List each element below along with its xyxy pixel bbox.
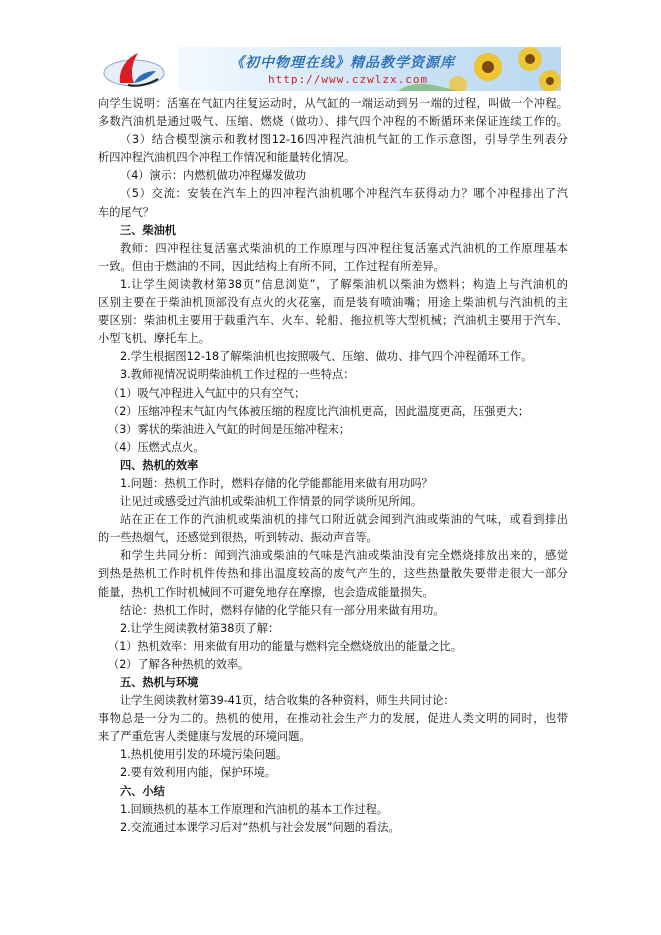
paragraph-line: 教师：四冲程往复活塞式柴油机的工作原理与四冲程往复活塞式汽油机的工作原理基本 xyxy=(120,241,568,255)
paragraph-line: 车的尾气？ xyxy=(98,205,154,219)
paragraph-line: 2.让学生阅读教材第38页了解： xyxy=(120,621,280,635)
paragraph-line: 1.热机使用引发的环境污染问题。 xyxy=(120,748,288,762)
paragraph-line: 让见过或感受过汽油机或柴油机工作情景的同学谈所见所闻。 xyxy=(120,495,423,509)
header-banner xyxy=(98,47,561,91)
list-item: （3）雾状的柴油进入气缸的时间是压缩冲程末； xyxy=(108,422,351,436)
paragraph-line: 让学生阅读教材第39-41页，结合收集的各种资料，师生共同讨论： xyxy=(120,694,455,708)
paragraph-line: 站在正在工作的汽油机或柴油机的排气口附近就会闻到汽油或柴油的气味，或看到排出 xyxy=(120,513,568,527)
paragraph-line: 的一些热烟气，还感觉到很热，听到转动、振动声音等。 xyxy=(98,531,378,545)
paragraph-line: 2.交流通过本课学习后对“热机与社会发展”问题的看法。 xyxy=(120,820,400,834)
paragraph-line: 析四冲程汽油机四个冲程工作情况和能量转化情况。 xyxy=(98,151,356,165)
paragraph-line: 来了严重危害人类健康与发展的环境问题。 xyxy=(98,730,311,744)
paragraph-line: 2.要有效利用内能，保护环境。 xyxy=(120,766,277,780)
paragraph-line: 一致。但由于燃油的不同，因此结构上有所不同，工作过程有所差异。 xyxy=(98,259,445,273)
list-item: （1）热机效率：用来做有用功的能量与燃料完全燃烧放出的能量之比。 xyxy=(108,639,462,653)
paragraph-line: 1.问题：热机工作时，燃料存储的化学能都能用来做有用功吗？ xyxy=(120,476,433,490)
list-item: （2）了解各种热机的效率。 xyxy=(108,657,250,671)
paragraph-line: 3.教师视情况说明柴油机工作过程的一些特点： xyxy=(120,368,355,382)
paragraph-line: 结论：热机工作时，燃料存储的化学能只有一部分用来做有用功。 xyxy=(120,603,445,617)
document-body xyxy=(98,95,568,837)
paragraph-line: 要区别：柴油机主要用于载重汽车、火车、轮船、拖拉机等大型机械；汽油机主要用于汽车、 xyxy=(98,314,568,328)
paragraph-line: 1.让学生阅读教材第38页“信息浏览”，了解柴油机以柴油为燃料；构造上与汽油机的 xyxy=(120,277,568,291)
paragraph-line: 和学生共同分析：闻到汽油或柴油的气味是汽油或柴油没有完全燃烧排放出来的，感觉 xyxy=(120,549,568,563)
banner-url[interactable]: http://www.czwlzx.com xyxy=(268,73,429,86)
section-heading-environment: 五、热机与环境 xyxy=(120,676,199,689)
paragraph-line: （3）结合模型演示和教材图12-16四冲程汽油机气缸的工作示意图，引导学生列表分 xyxy=(120,133,568,147)
paragraph-line: 到热是热机工作时机件传热和排出温度较高的废气产生的，这些热量散失要带走很大一部分 xyxy=(98,567,568,581)
list-item: （1）吸气冲程进入气缸中的只有空气； xyxy=(108,386,306,400)
list-item: （4）压燃式点火。 xyxy=(108,440,205,454)
section-heading-efficiency: 四、热机的效率 xyxy=(120,458,199,472)
banner-title: 《初中物理在线》精品教学资源库 xyxy=(230,55,455,71)
paragraph-line: 向学生说明：活塞在气缸内往复运动时，从气缸的一端运动到另一端的过程，叫做一个冲程。 xyxy=(98,97,568,110)
section-heading-diesel: 三、柴油机 xyxy=(120,223,176,237)
paragraph-line: 事物总是一分为二的。热机的使用，在推动社会生产力的发展，促进人类文明的同时，也带 xyxy=(98,712,568,726)
paragraph-line: 2.学生根据图12-18了解柴油机也按照吸气、压缩、做功、排气四个冲程循环工作。 xyxy=(120,350,533,364)
paragraph-line: 多数汽油机是通过吸气、压缩、燃烧（做功）、排气四个冲程的不断循环来保证连续工作的。 xyxy=(98,115,568,129)
paragraph-line: 小型飞机、摩托车上。 xyxy=(98,332,210,346)
paragraph-line: 区别主要在于柴油机顶部没有点火的火花塞，而是装有喷油嘴；用途上柴油机与汽油机的主 xyxy=(98,296,568,310)
paragraph-line: 1.回顾热机的基本工作原理和汽油机的基本工作过程。 xyxy=(120,802,388,816)
list-item: （2）压缩冲程末气缸内气体被压缩的程度比汽油机更高，因此温度更高，压强更大； xyxy=(108,404,530,418)
paragraph-line: （4）演示：内燃机做功冲程爆发做功 xyxy=(120,169,307,183)
paragraph-line: 能量，热机工作时机械间不可避免地存在摩擦，也会造成能量损失。 xyxy=(98,585,434,599)
section-heading-summary: 六、小结 xyxy=(120,784,165,798)
paragraph-line: （5）交流：安装在汽车上的四冲程汽油机哪个冲程汽车获得动力？哪个冲程排出了汽 xyxy=(120,187,568,201)
